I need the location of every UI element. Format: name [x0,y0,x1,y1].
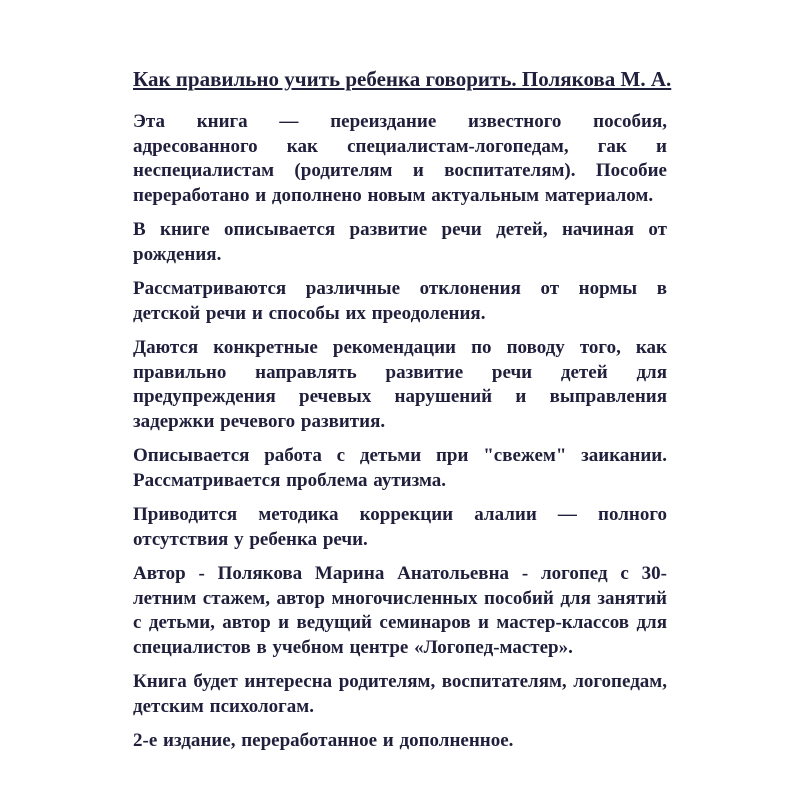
paragraph-stuttering-autism: Описывается работа с детьми при "свежем" заикании. Рассматривается проблема аутизма. [133,445,667,491]
paragraph-edition-note: 2-е издание, переработанное и дополненное. [133,730,514,751]
book-title: Как правильно учить ребенка говорить. Полякова М. А. [133,67,672,91]
paragraph-speech-development: В книге описывается развитие речи детей, начиная от рождения. [133,219,667,265]
paragraph-reissue-intro: Эта книга — переиздание известного пособия, адресованного как специалистам-логопедам, гак и неспециалистам (родителям и воспитателям). Пособие переработано и дополнено новым актуальным материалом. [133,111,667,206]
paragraph-target-audience: Книга будет интересна родителям, воспитателям, логопедам, детским психологам. [133,671,667,717]
paragraph-recommendations: Даются конкретные рекомендации по поводу того, как правильно направлять развитие речи детей для предупреждения речевых нарушений и выправления задержки речевого развития. [133,337,667,432]
book-description-document [133,66,672,764]
paragraph-alalia-method: Приводится методика коррекции алалии — полного отсутствия у ребенка речи. [133,504,667,550]
paragraph-deviations: Рассматриваются различные отклонения от нормы в детской речи и способы их преодоления. [133,278,667,324]
paragraph-author-bio: Автор - Полякова Марина Анатольевна - логопед с 30-летним стажем, автор многочисленных пособий для занятий с детьми, автор и ведущий семинаров и мастер-классов для специалистов в учебном центре «Логопед-мастер». [133,563,667,658]
